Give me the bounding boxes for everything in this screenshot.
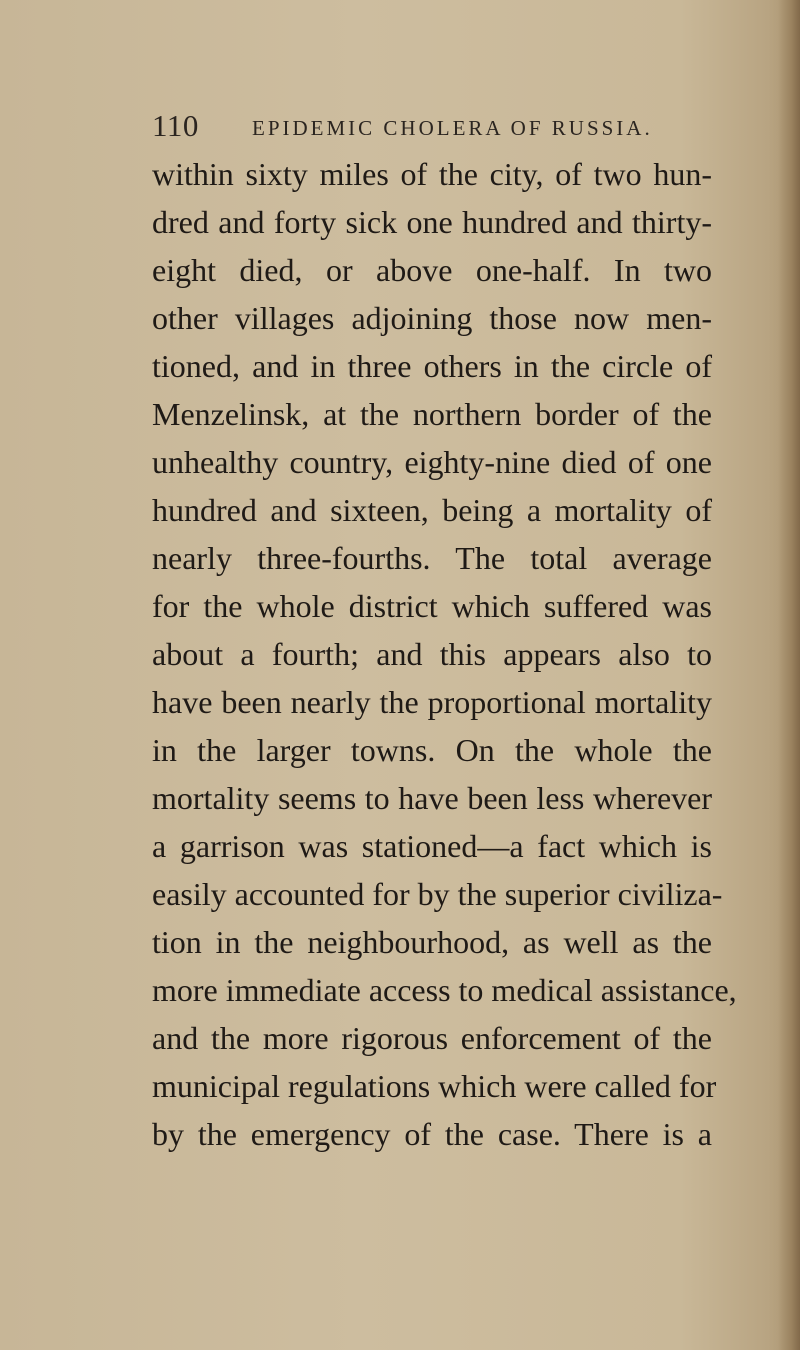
text-line: nearly three-fourths. The total average xyxy=(152,540,712,576)
page-edge-shadow xyxy=(778,0,800,1350)
text-line: for the whole district which suffered was xyxy=(152,588,712,624)
text-line: have been nearly the proportional mortality xyxy=(152,684,712,720)
text-line: tioned, and in three others in the circle of xyxy=(152,348,712,384)
body-text xyxy=(152,150,737,1158)
text-line: municipal regulations which were called for xyxy=(152,1068,717,1104)
text-line: Menzelinsk, at the northern border of the xyxy=(152,396,712,432)
text-line: easily accounted for by the superior civiliza- xyxy=(152,876,723,912)
page-number: 110 xyxy=(152,108,199,143)
running-head: EPIDEMIC CHOLERA OF RUSSIA. xyxy=(252,116,653,140)
text-line: mortality seems to have been less wherever xyxy=(152,780,712,816)
text-line: by the emergency of the case. There is a xyxy=(152,1116,712,1152)
text-line: tion in the neighbourhood, as well as the xyxy=(152,924,712,960)
text-line: within sixty miles of the city, of two hun- xyxy=(152,156,712,192)
page-header xyxy=(152,108,712,148)
text-line: about a fourth; and this appears also to xyxy=(152,636,712,672)
text-line: unhealthy country, eighty-nine died of one xyxy=(152,444,712,480)
text-line: more immediate access to medical assistance, xyxy=(152,972,737,1008)
text-line: other villages adjoining those now men- xyxy=(152,300,712,336)
text-line: eight died, or above one-half. In two xyxy=(152,252,712,288)
text-line: a garrison was stationed—a fact which is xyxy=(152,828,712,864)
text-line: in the larger towns. On the whole the xyxy=(152,732,712,768)
text-line: hundred and sixteen, being a mortality of xyxy=(152,492,712,528)
text-line: and the more rigorous enforcement of the xyxy=(152,1020,712,1056)
text-line: dred and forty sick one hundred and thirty- xyxy=(152,204,712,240)
